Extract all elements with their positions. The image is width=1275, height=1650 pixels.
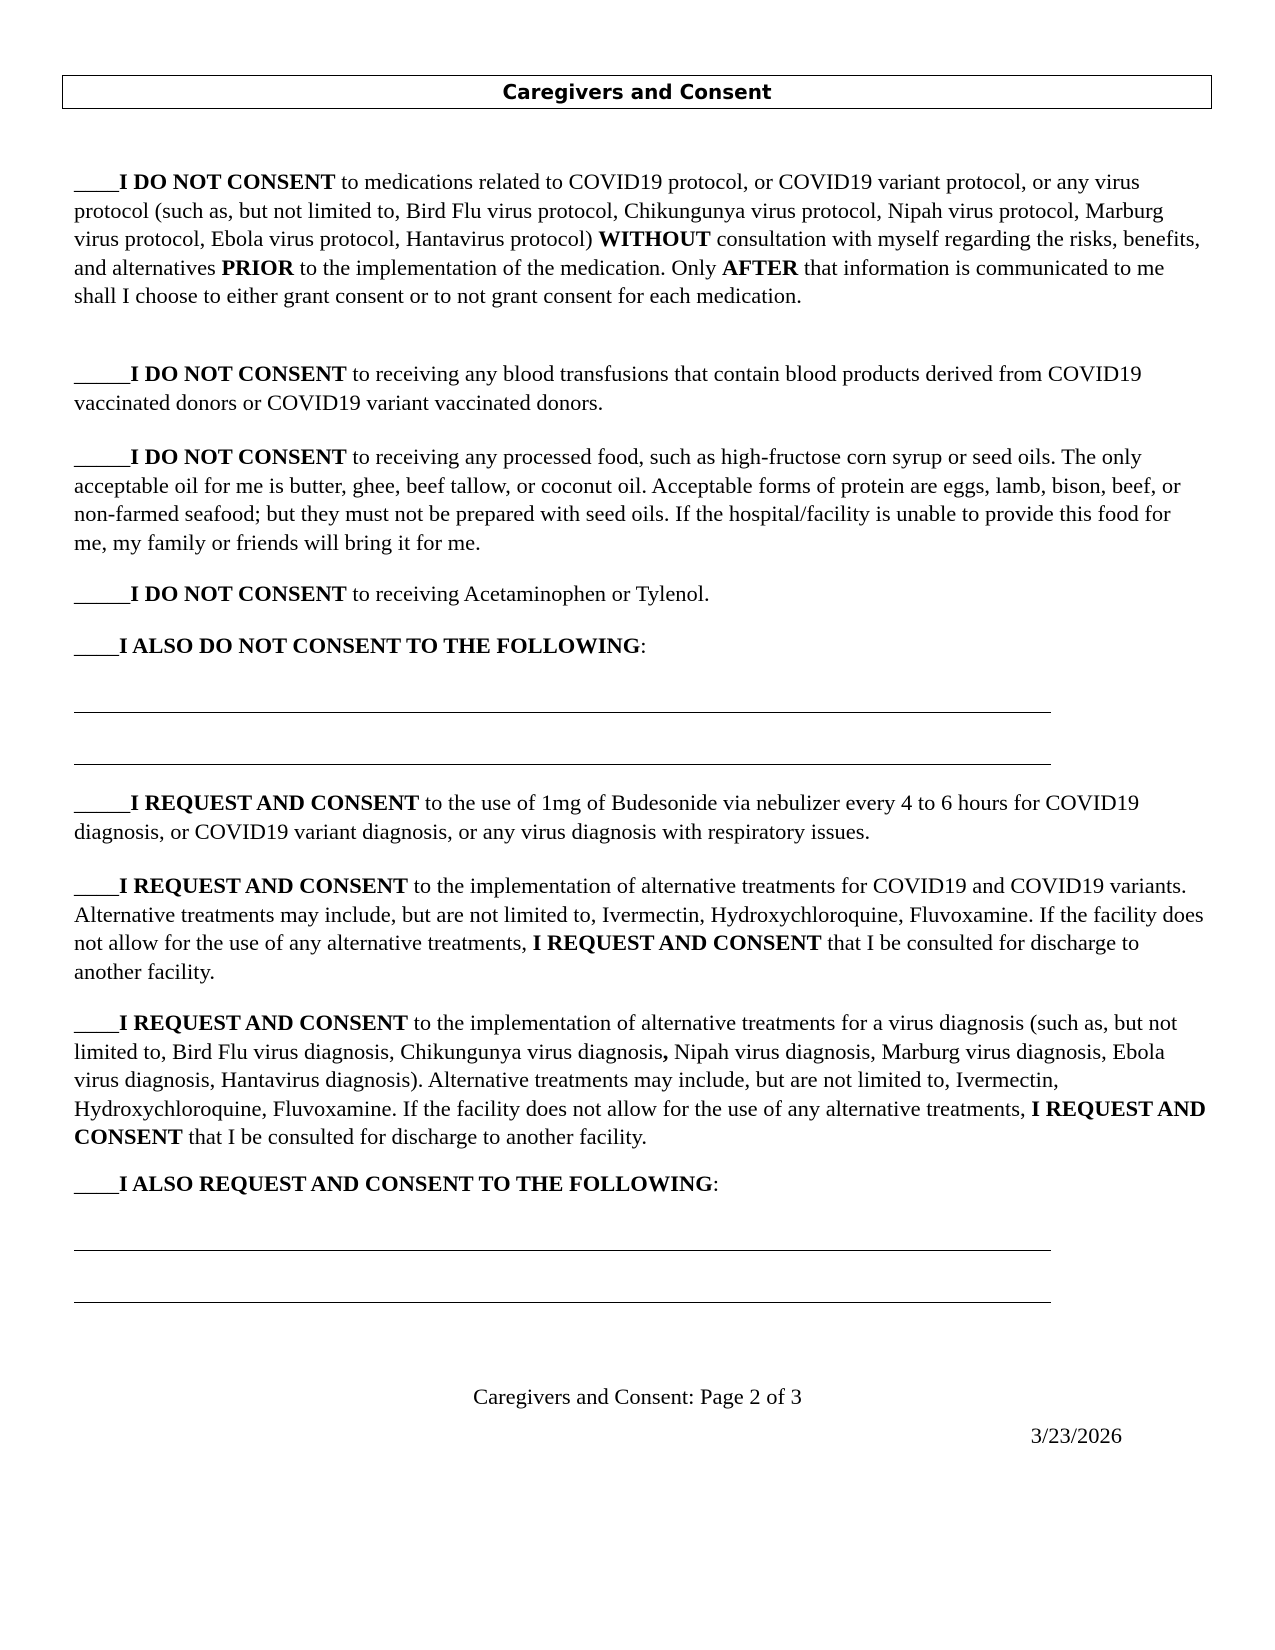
- emphasis-text: WITHOUT: [598, 226, 711, 251]
- paragraph-text: to medications related to COVID19 protocol, or COVID19 variant protocol, or any virus protocol (such as, but not limited to, Bird Flu virus protocol, Chikungunya virus protocol, Nipah virus protocol, Marburg virus protocol, Ebola virus protocol, Hantavirus protocol): [74, 169, 1164, 251]
- document-date: 3/23/2026: [1030, 1423, 1122, 1448]
- consent-lead: I DO NOT CONSENT: [119, 169, 336, 194]
- consent-paragraph-acetaminophen: [74, 580, 1209, 609]
- paragraph-text: :: [640, 633, 647, 658]
- consent-paragraph-food: [74, 443, 1209, 557]
- paragraph-text: :: [712, 1171, 719, 1196]
- initial-blank: ____: [74, 1171, 119, 1196]
- paragraph-text: Nipah virus diagnosis, Marburg virus diagnosis, Ebola virus diagnosis, Hantavirus diagnosis). Alternative treatments may include, but are not limited to, Ivermectin, Hydroxychloroquine, Fluvoxamine. If the facility does not allow for the use of any alternative treatments,: [74, 1038, 1165, 1121]
- consent-lead: I REQUEST AND CONSENT: [130, 790, 420, 815]
- consent-lead: I REQUEST AND CONSENT: [119, 1010, 409, 1035]
- consent-lead: I DO NOT CONSENT: [130, 581, 347, 606]
- paragraph-text: to the implementation of alternative treatments for a virus diagnosis (such as, but not limited to, Bird Flu virus diagnosis, Chikungunya virus diagnosis: [74, 1010, 1178, 1064]
- fill-in-line[interactable]: [74, 712, 1051, 713]
- initial-blank: _____: [74, 444, 131, 469]
- emphasis-text: PRIOR: [221, 254, 294, 280]
- consent-lead: I ALSO DO NOT CONSENT TO THE FOLLOWING: [119, 633, 641, 658]
- paragraph-text: consultation with myself regarding the risks, benefits, and alternatives: [74, 226, 1201, 280]
- initial-blank: ____: [74, 169, 119, 194]
- initial-blank: _____: [74, 361, 131, 386]
- paragraph-text: that I be consulted for discharge to another facility.: [182, 1124, 647, 1149]
- emphasis-text: ,: [662, 1038, 669, 1064]
- paragraph-text: to the implementation of alternative treatments for COVID19 and COVID19 variants. Alternative treatments may include, but are not limited to, Ivermectin, Hydroxychloroquine, Fluvoxamine. If the facility does not allow for the use of any alternative treatments,: [74, 873, 1204, 955]
- consent-lead: I DO NOT CONSENT: [130, 444, 347, 469]
- consent-paragraph-also-request: [74, 1170, 1209, 1199]
- fill-in-line[interactable]: [74, 764, 1051, 765]
- initial-blank: _____: [74, 790, 131, 815]
- emphasis-text: I REQUEST AND CONSENT: [74, 1095, 1206, 1149]
- consent-paragraph-also-not: [74, 632, 1209, 661]
- fill-in-line[interactable]: [74, 1250, 1051, 1251]
- initial-blank: ____: [74, 633, 119, 658]
- paragraph-text: to receiving Acetaminophen or Tylenol.: [346, 581, 710, 606]
- initial-blank: _____: [74, 581, 131, 606]
- consent-lead: I REQUEST AND CONSENT: [119, 873, 409, 898]
- consent-paragraph-blood: [74, 360, 1209, 417]
- initial-blank: ____: [74, 1010, 119, 1035]
- consent-lead: I ALSO REQUEST AND CONSENT TO THE FOLLOWING: [119, 1171, 713, 1196]
- consent-paragraph-alt-virus: [74, 1009, 1209, 1152]
- emphasis-text: I REQUEST AND CONSENT: [532, 930, 822, 955]
- fill-in-line[interactable]: [74, 1302, 1051, 1303]
- paragraph-text: to receiving any processed food, such as high-fructose corn syrup or seed oils. The only acceptable oil for me is butter, ghee, beef tallow, or coconut oil. Acceptable forms of protein are eggs, lamb, bison, beef, or non-farmed seafood; but they must not be prepared with seed oils. If the hospital/facility is unable to provide this food for me, my family or friends will bring it for me.: [74, 444, 1181, 555]
- paragraph-text: to receiving any blood transfusions that contain blood products derived from COVID19 vaccinated donors or COVID19 variant vaccinated donors.: [74, 361, 1142, 415]
- consent-paragraph-alt-covid: [74, 872, 1209, 986]
- page-title-box: [62, 75, 1212, 109]
- initial-blank: ____: [74, 873, 119, 898]
- consent-lead: I DO NOT CONSENT: [130, 361, 347, 386]
- paragraph-text: to the implementation of the medication. Only: [293, 254, 722, 280]
- paragraph-text: that information is communicated to me shall I choose to either grant consent or to not grant consent for each medication.: [74, 254, 1165, 308]
- page-title: Caregivers and Consent: [502, 80, 772, 104]
- paragraph-text: to the use of 1mg of Budesonide via nebulizer every 4 to 6 hours for COVID19 diagnosis, or COVID19 variant diagnosis, or any virus diagnosis with respiratory issues.: [74, 790, 1140, 844]
- page-footer: Caregivers and Consent: Page 2 of 3: [473, 1384, 802, 1409]
- consent-paragraph-medications: [74, 168, 1209, 311]
- consent-paragraph-budesonide: [74, 789, 1209, 846]
- emphasis-text: AFTER: [721, 254, 799, 280]
- paragraph-text: that I be consulted for discharge to another facility.: [74, 930, 1140, 984]
